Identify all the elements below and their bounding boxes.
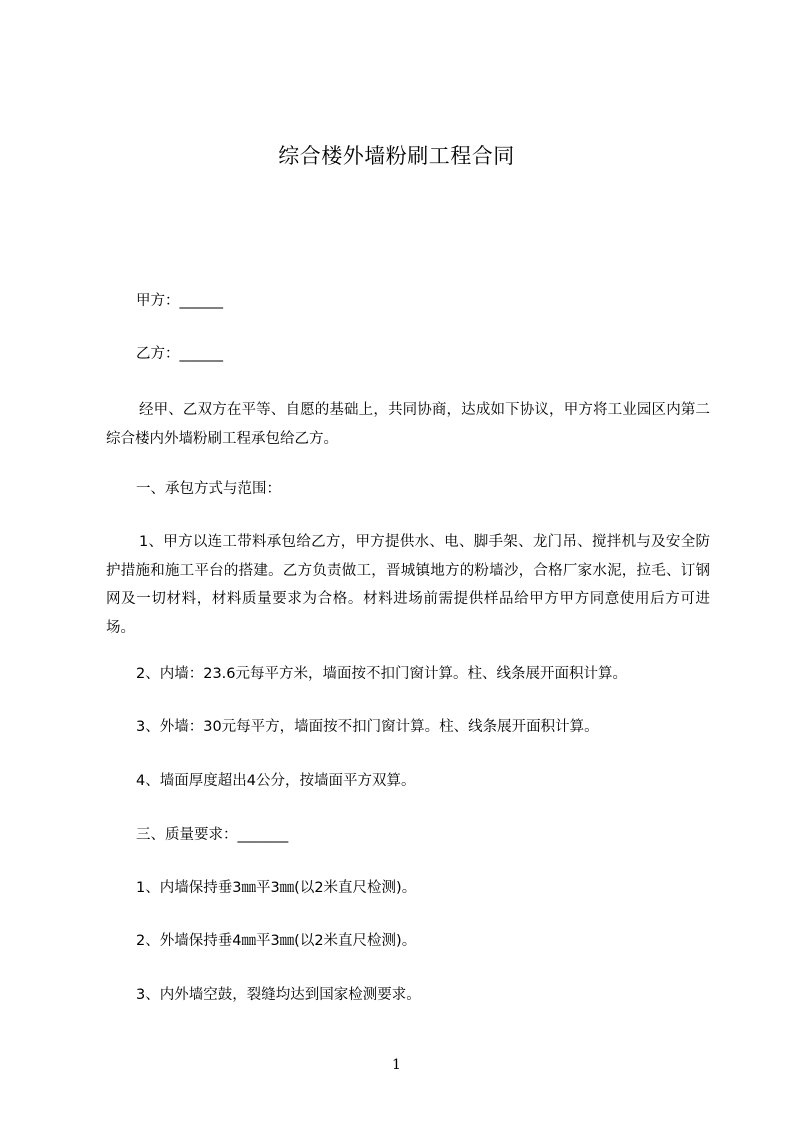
clause-4-line: 4、墙面厚度超出4公分，按墙面平方双算。 <box>136 773 416 789</box>
clause-2-line: 2、内墙：23.6元每平方米，墙面按不扣门窗计算。柱、线条展开面积计算。 <box>136 666 628 682</box>
clause-1-paragraph: 1、甲方以连工带料承包给乙方，甲方提供水、电、脚手架、龙门吊、搅拌机与及安全防护措施和施工平台的搭建。乙方负责做工，晋城镇地方的粉墙沙，合格厂家水泥，拉毛、订钢网及一切材料，材料质量要求为合格。材料进场前需提供样品给甲方甲方同意使用后方可进场。 <box>106 534 710 636</box>
document-title: 综合楼外墙粉刷工程合同 <box>278 144 515 168</box>
intro-paragraph: 经甲、乙双方在平等、自愿的基础上，共同协商，达成如下协议，甲方将工业园区内第二综合楼内外墙粉刷工程承包给乙方。 <box>106 402 710 447</box>
clause-3-line: 3、外墙：30元每平方，墙面按不扣门窗计算。柱、线条展开面积计算。 <box>136 719 599 735</box>
page-number: 1 <box>392 1057 401 1073</box>
quality-1-line: 1、内墙保持垂3㎜平3㎜(以2米直尺检测)。 <box>136 880 417 896</box>
quality-2-line: 2、外墙保持垂4㎜平3㎜(以2米直尺检测)。 <box>136 933 417 949</box>
section-3-heading: 三、质量要求：_______ <box>136 827 289 843</box>
party-b-line: 乙方：______ <box>136 346 223 362</box>
quality-3-line: 3、内外墙空鼓，裂缝均达到国家检测要求。 <box>136 987 421 1003</box>
section-1-heading: 一、承包方式与范围： <box>136 481 281 497</box>
party-a-line: 甲方：______ <box>136 293 223 309</box>
